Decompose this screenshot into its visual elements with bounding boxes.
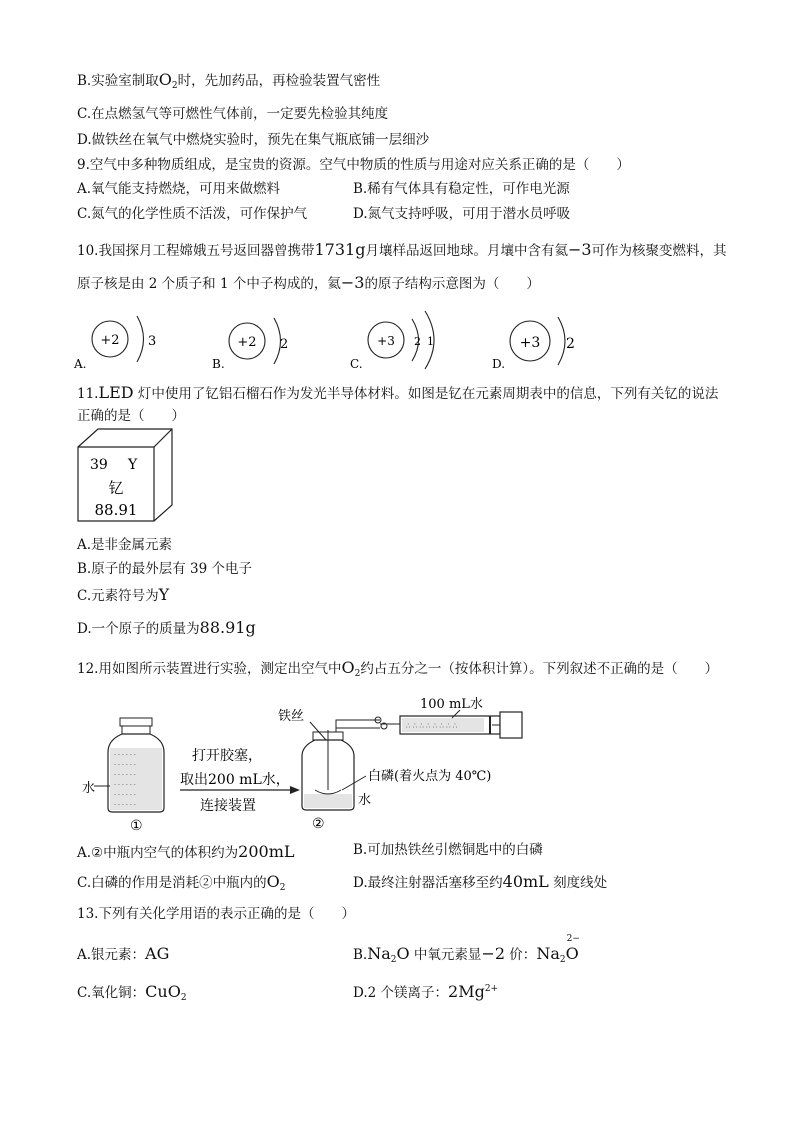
q13-stem: 13.下列有关化学用语的表示正确的是（ ） (77, 906, 355, 922)
q10-option-b-nucleus: +2 (237, 335, 257, 350)
fig-arrow-bottom: 连接装置 (200, 798, 256, 814)
q12-option-c: C.白磷的作用是消耗②中瓶内的$O_2$ (77, 872, 286, 893)
q10-option-c-shell-2: 1 (427, 335, 434, 348)
q10-option-d-shell-1: 2 (566, 336, 575, 352)
fig-arrow-top: 打开胶塞， (192, 748, 262, 764)
fig-arrow-mid: 取出200 mL水， (180, 772, 290, 788)
svg-text:∴ ∴ ∴ ∴ ∴ ∴ ∴ ∴: ∴ ∴ ∴ ∴ ∴ ∴ ∴ ∴ (406, 722, 458, 730)
q10-option-a-label: A. (74, 357, 87, 371)
q12-apparatus-figure (80, 690, 530, 838)
q11-option-c: C.元素符号为Y (77, 585, 170, 604)
q10-option-d-nucleus: +3 (519, 335, 541, 351)
element-name: 钇 (108, 479, 124, 497)
svg-text:- - - - - -: - - - - - - (114, 771, 136, 778)
q9-stem: 9.空气中多种物质组成，是宝贵的资源。空气中物质的性质与用途对应关系正确的是（ ） (77, 157, 630, 173)
q10-stem-line2: 原子核是由 2 个质子和 1 个中子构成的，氦−3的原子结构示意图为（ ） (77, 273, 540, 292)
q9-option-a: A.氧气能支持燃烧，可用来做燃料 (77, 181, 281, 197)
q10-option-d-label: D. (492, 357, 506, 371)
q9-option-d: D.氮气支持呼吸，可用于潜水员呼吸 (353, 206, 571, 222)
q12-option-a: A.②中瓶内空气的体积约为200mL (77, 842, 295, 861)
q13-option-a: A.银元素：AG (77, 944, 170, 963)
fig-bottle1-label: ① (130, 818, 143, 834)
fig-water-label: 水 (82, 781, 96, 796)
q8-option-b: B.实验室制取$O_2$时，先加药品，再检验装置气密性 (77, 70, 381, 91)
q10-option-c-label: C. (350, 357, 363, 371)
q13-option-b: $B.Na_2O$ 中氧元素显−2 价：$Na_2O$ 2− (353, 934, 580, 965)
q13-option-c: C.氧化铜：CuO$_2$ (77, 982, 187, 1003)
q10-option-b-shell-1: 2 (280, 337, 289, 352)
svg-text:- - - - - -: - - - - - - (114, 791, 136, 798)
element-atomic-mass: 88.91 (94, 501, 138, 519)
q11-stem-line1: 11.LED 灯中使用了钇铝石榴石作为发光半导体材料。如图是钇在元素周期表中的信息，下列有关钇的说法 (77, 383, 719, 402)
q10-stem-line1: 10.我国探月工程嫦娥五号返回器曾携带1731g月壤样品返回地球。月壤中含有氦−3可作为核聚变燃料，其 (77, 240, 727, 259)
svg-text:- - - - - -: - - - - - - (114, 751, 136, 758)
q8-option-d: D.做铁丝在氧气中燃烧实验时，预先在集气瓶底铺一层细沙 (77, 132, 430, 148)
q12-option-b: B.可加热铁丝引燃铜匙中的白磷 (353, 842, 543, 858)
svg-text:- - - - - -: - - - - - - (114, 761, 136, 768)
q11-option-d: D.一个原子的质量为88.91g (77, 618, 256, 637)
fig-bottle2-label: ② (312, 816, 325, 832)
fig-syringe-label: 100 mL水 (420, 697, 483, 712)
q10-atom-diagrams (70, 308, 630, 376)
q13-option-d: D.2 个镁离子：$2Mg^{2+}$ (353, 982, 499, 1001)
element-atomic-number: 39 (90, 457, 108, 473)
svg-text:- - - - - -: - - - - - - (114, 801, 136, 808)
q12-stem: 12.用如图所示装置进行实验，测定出空气中$O_2$约占五分之一（按体积计算）。下列叙述不正确的是（ ） (77, 658, 719, 679)
q11-stem-line2: 正确的是（ ） (77, 408, 185, 424)
q8-option-c: C.在点燃氢气等可燃性气体前，一定要先检验其纯度 (77, 106, 389, 122)
q10-option-a-shell-1: 3 (148, 334, 157, 349)
q11-option-b: B.原子的最外层有 39 个电子 (77, 561, 252, 577)
element-symbol: Y (128, 457, 138, 473)
q12-option-d: D.最终注射器活塞移至约40mL 刻度线处 (353, 872, 608, 891)
q10-option-c-shell-1: 2 (414, 335, 421, 348)
q10-option-b-label: B. (212, 357, 225, 371)
q10-option-a-nucleus: +2 (100, 333, 120, 348)
svg-text:- - - - - -: - - - - - - (114, 781, 136, 788)
q9-option-b: B.稀有气体具有稳定性，可作电光源 (353, 181, 570, 197)
q11-option-a: A.是非金属元素 (77, 537, 173, 553)
fig-iron-wire-label: 铁丝 (278, 709, 305, 724)
q10-option-c-nucleus: +3 (377, 334, 395, 348)
q9-option-c: C.氮气的化学性质不活泼，可作保护气 (77, 206, 308, 222)
fig-water2-label: 水 (358, 793, 372, 808)
fig-white-phosphorus-label: 白磷(着火点为 40℃) (368, 769, 492, 784)
q11-element-cell (76, 425, 176, 525)
